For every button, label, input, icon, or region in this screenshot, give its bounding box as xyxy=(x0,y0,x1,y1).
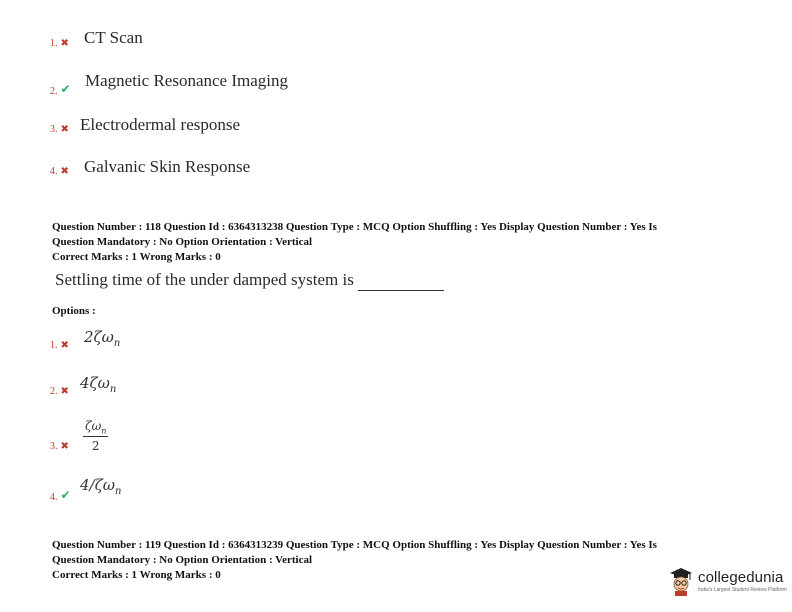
fraction-denominator: 2 xyxy=(91,439,100,454)
option-number: 4. xyxy=(50,166,58,177)
cross-icon: ✖ xyxy=(60,124,69,135)
math-subscript: n xyxy=(109,384,117,395)
q118-option-4-marker xyxy=(50,488,71,503)
option-number: 1. xyxy=(50,340,58,351)
q118-option-1-marker xyxy=(50,340,69,351)
meta-line: Question Mandatory : No Option Orientation : Vertical xyxy=(52,554,313,566)
math-subscript: n xyxy=(113,338,121,349)
math-subscript: n xyxy=(114,486,122,497)
logo-text xyxy=(698,569,787,593)
math-expression: 2ζω xyxy=(84,328,114,346)
option-number: 3. xyxy=(50,441,58,452)
meta-line: Question Number : 119 Question Id : 6364313239 Question Type : MCQ Option Shuffling : Yes Display Question Number : Yes Is xyxy=(52,539,657,551)
prev-option-3-marker xyxy=(50,124,69,135)
cross-icon: ✖ xyxy=(60,386,69,397)
q118-option-3-fraction xyxy=(83,419,108,453)
fraction-numerator: $\zeta\omega_n$ xyxy=(85,419,107,436)
option-number: 3. xyxy=(50,124,58,135)
q118-option-2-math xyxy=(80,374,116,395)
collegedunia-logo xyxy=(668,566,787,596)
option-number: 4. xyxy=(50,492,58,503)
question-text: Settling time of the under damped system is xyxy=(55,270,354,289)
q118-option-4-math xyxy=(80,476,121,497)
question-119-meta xyxy=(52,538,752,583)
q118-option-2-marker xyxy=(50,386,69,397)
q118-option-1-math xyxy=(84,328,120,349)
logo-name: collegedunia xyxy=(698,569,784,586)
math-expression: 4/ζω xyxy=(80,476,115,494)
option-number: 2. xyxy=(50,86,58,97)
prev-option-3-text: Electrodermal response xyxy=(80,115,241,134)
prev-option-2-marker xyxy=(50,82,71,97)
question-118-text xyxy=(55,270,444,291)
math-expression: 4ζω xyxy=(80,374,110,392)
check-icon: ✔ xyxy=(60,488,71,502)
cross-icon: ✖ xyxy=(60,166,69,177)
answer-blank xyxy=(358,270,444,291)
meta-line: Correct Marks : 1 Wrong Marks : 0 xyxy=(52,569,221,581)
cross-icon: ✖ xyxy=(60,441,69,452)
cross-icon: ✖ xyxy=(60,340,69,351)
meta-line: Question Number : 118 Question Id : 6364313238 Question Type : MCQ Option Shuffling : Yes Display Question Number : Yes Is xyxy=(52,221,657,233)
prev-option-1-marker xyxy=(50,38,69,49)
option-number: 1. xyxy=(50,38,58,49)
q118-option-3-marker xyxy=(50,441,69,452)
options-label: Options : xyxy=(52,305,96,317)
prev-option-1-text: CT Scan xyxy=(84,28,143,47)
prev-option-4-marker xyxy=(50,166,69,177)
prev-option-2-text: Magnetic Resonance Imaging xyxy=(85,71,288,90)
check-icon: ✔ xyxy=(60,82,71,96)
prev-option-4-text: Galvanic Skin Response xyxy=(84,157,251,176)
question-118-meta xyxy=(52,220,752,265)
meta-line: Question Mandatory : No Option Orientation : Vertical xyxy=(52,236,313,248)
meta-line: Correct Marks : 1 Wrong Marks : 0 xyxy=(52,251,221,263)
mascot-icon xyxy=(668,566,694,596)
option-number: 2. xyxy=(50,386,58,397)
cross-icon: ✖ xyxy=(60,38,69,49)
logo-tagline: India's Largest Student Review Platform xyxy=(698,587,787,593)
